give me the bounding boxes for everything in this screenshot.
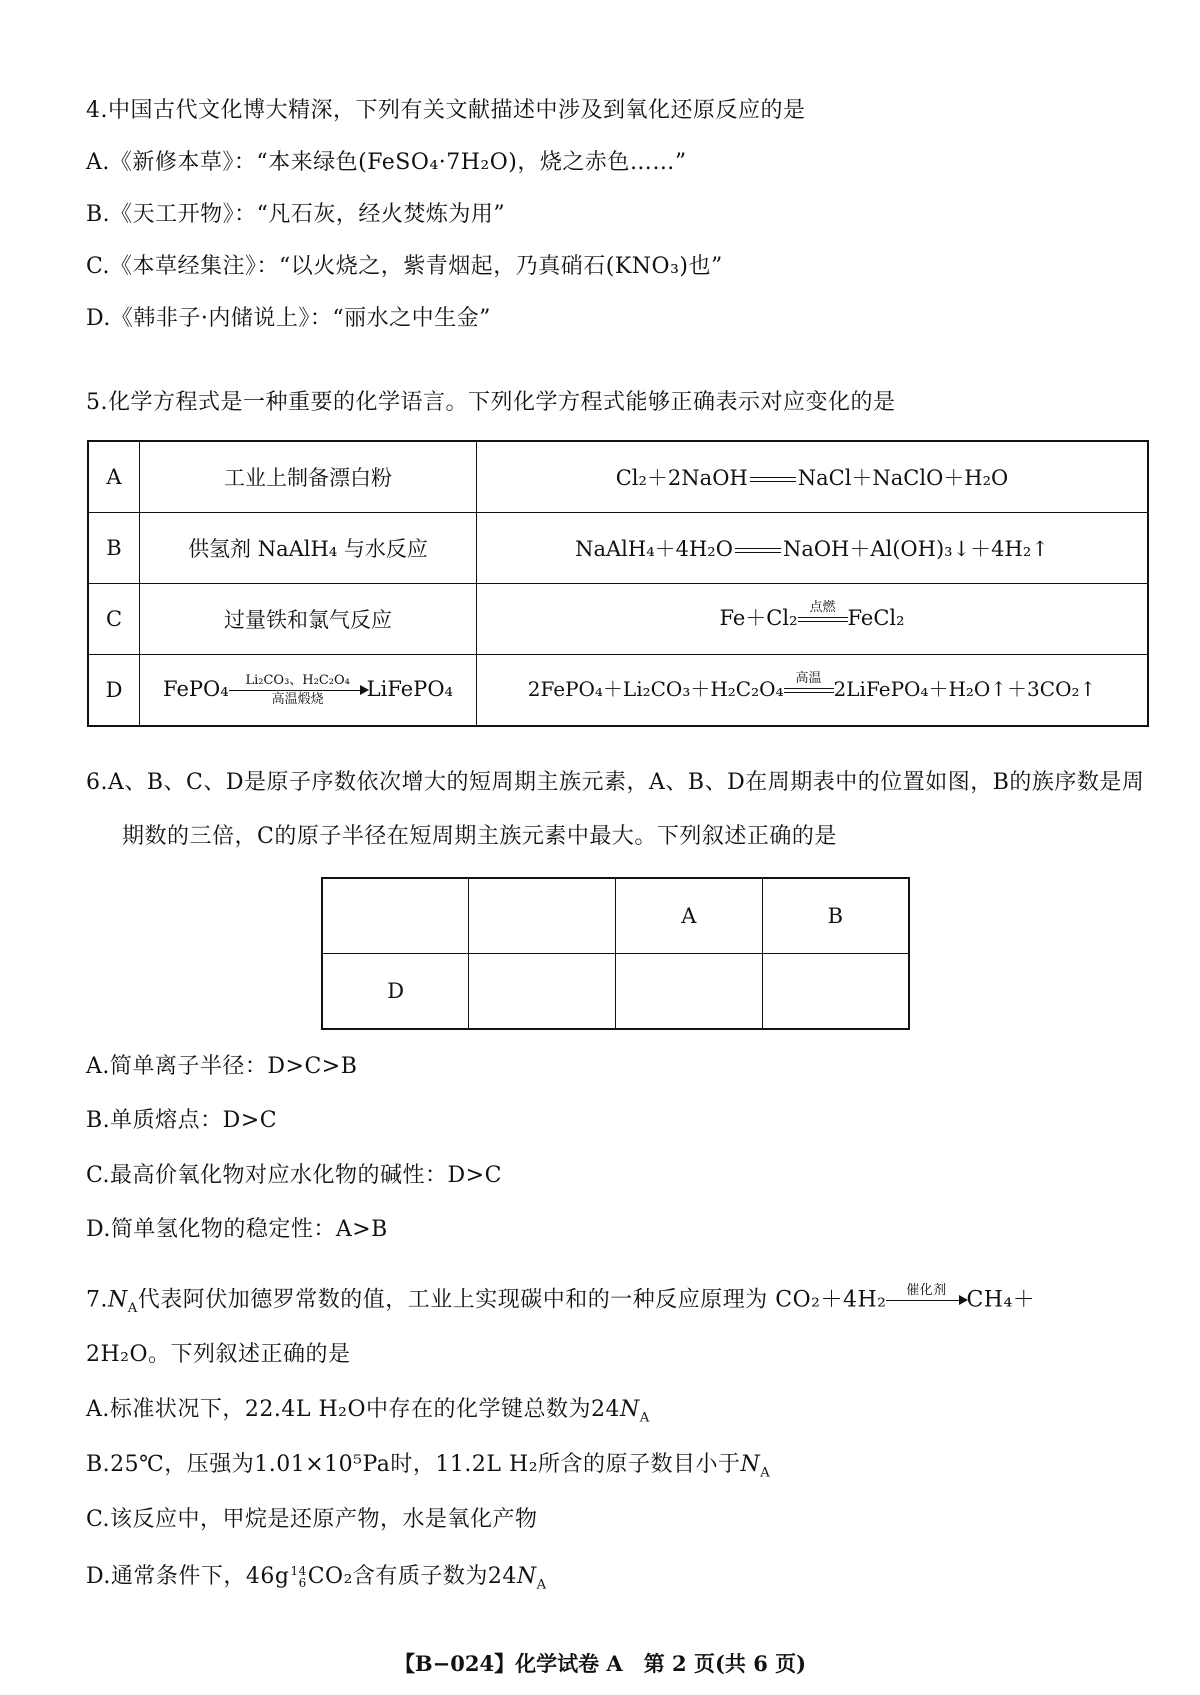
equals-sign <box>750 477 796 482</box>
row-description <box>140 655 477 727</box>
grid-cell: A <box>616 878 763 954</box>
equation-lhs: Cl₂＋2NaOH <box>615 466 748 490</box>
q4-option-a: A.《新修本草》：“本来绿色(FeSO₄·7H₂O)，烧之赤色……” <box>86 150 687 175</box>
q7-option-b <box>86 1450 770 1488</box>
reaction-condition <box>798 601 848 638</box>
equals-sign <box>784 688 834 693</box>
grid-cell <box>322 878 469 954</box>
grid-cell <box>762 954 909 1030</box>
grid-cell: B <box>762 878 909 954</box>
arrow-icon <box>886 1300 966 1301</box>
q7-stem-middle: 代表阿伏加德罗常数的值，工业上实现碳中和的一种反应原理为 CO₂＋4H₂ <box>137 1287 887 1313</box>
process-condition: 高温煅烧 <box>271 691 324 707</box>
q7-option-c: C.该反应中，甲烷是还原产物，水是氧化产物 <box>86 1507 538 1532</box>
avogadro-subscript: A <box>760 1465 771 1481</box>
q6-option-d: D.简单氢化物的稳定性：A>B <box>86 1217 388 1242</box>
condition-label: 点燃 <box>809 599 836 615</box>
avogadro-symbol: N <box>516 1564 537 1589</box>
equation-rhs: NaOH＋Al(OH)₃↓＋4H₂↑ <box>782 537 1049 561</box>
equation-rhs: FeCl₂ <box>847 605 905 630</box>
equation-lhs: 2FePO₄＋Li₂CO₃＋H₂C₂O₄ <box>527 676 784 701</box>
table-row <box>322 954 909 1030</box>
option-text: D.通常条件下，46g <box>86 1564 290 1589</box>
avogadro-symbol: N <box>620 1397 640 1422</box>
avogadro-symbol: N <box>108 1287 128 1313</box>
option-text: B.25℃，压强为1.01×10⁵Pa时，11.2L H₂所含的原子数目小于 <box>86 1452 741 1477</box>
table-row <box>88 513 1148 584</box>
process-arrow <box>229 674 367 707</box>
condition-label: 高温 <box>795 670 822 686</box>
equation-rhs: NaCl＋NaClO＋H₂O <box>797 466 1009 490</box>
table-row <box>88 655 1148 727</box>
row-description: 工业上制备漂白粉 <box>140 441 477 513</box>
row-label: C <box>88 584 140 655</box>
q7-stem-line2: 2H₂O。下列叙述正确的是 <box>86 1342 351 1367</box>
q4-stem: 4.中国古代文化博大精深，下列有关文献描述中涉及到氧化还原反应的是 <box>86 98 806 123</box>
grid-cell <box>616 954 763 1030</box>
equals-sign <box>798 617 848 622</box>
q6-option-a: A.简单离子半径：D>C>B <box>86 1054 358 1079</box>
table-row <box>88 441 1148 513</box>
grid-cell <box>469 878 616 954</box>
grid-cell <box>469 954 616 1030</box>
row-label: D <box>88 655 140 727</box>
row-equation <box>477 584 1149 655</box>
table-row <box>322 878 909 954</box>
avogadro-subscript: A <box>127 1300 138 1316</box>
q5-equation-table <box>87 440 1149 727</box>
q4-option-b: B.《天工开物》：“凡石灰，经火焚炼为用” <box>86 202 506 227</box>
row-equation <box>477 655 1149 727</box>
row-description: 供氢剂 NaAlH₄ 与水反应 <box>140 513 477 584</box>
q6-stem-line1: 6.A、B、C、D是原子序数依次增大的短周期主族元素，A、B、D在周期表中的位置如图，B的族序数是周 <box>86 770 1145 795</box>
process-product: LiFePO₄ <box>366 676 453 701</box>
row-equation <box>477 513 1149 584</box>
q7-stem-line1 <box>86 1284 1035 1324</box>
equation-rhs: 2LiFePO₄＋H₂O↑＋3CO₂↑ <box>833 676 1097 701</box>
avogadro-subscript: A <box>536 1577 547 1593</box>
catalyst-label: 催化剂 <box>906 1283 947 1298</box>
table-row <box>88 584 1148 655</box>
avogadro-subscript: A <box>639 1410 650 1426</box>
row-label: B <box>88 513 140 584</box>
reaction-condition <box>784 672 834 709</box>
grid-cell: D <box>322 954 469 1030</box>
arrow-icon <box>229 690 367 691</box>
q6-option-b: B.单质熔点：D>C <box>86 1108 278 1133</box>
catalyst-arrow <box>886 1284 966 1317</box>
q4-option-c: C.《本草经集注》：“以火烧之，紫青烟起，乃真硝石(KNO₃)也” <box>86 254 723 279</box>
mass-number: 14 <box>290 1564 307 1578</box>
q5-stem: 5.化学方程式是一种重要的化学语言。下列化学方程式能够正确表示对应变化的是 <box>86 390 896 415</box>
row-description: 过量铁和氯气反应 <box>140 584 477 655</box>
q7-option-a <box>86 1395 650 1433</box>
page-footer: 【B−024】化学试卷 A 第 2 页(共 6 页) <box>393 1651 807 1676</box>
q4-option-d: D.《韩非子·内储说上》：“丽水之中生金” <box>86 306 491 331</box>
q7-stem-end: CH₄＋ <box>966 1287 1036 1313</box>
row-equation <box>477 441 1149 513</box>
row-label: A <box>88 441 140 513</box>
q7-number: 7. <box>86 1287 108 1313</box>
equals-sign <box>735 548 781 553</box>
option-text: A.标准状况下，22.4L H₂O中存在的化学键总数为24 <box>86 1397 621 1422</box>
avogadro-symbol: N <box>740 1452 761 1477</box>
option-text: CO₂含有质子数为24 <box>307 1564 517 1589</box>
q7-option-d <box>86 1562 547 1600</box>
isotope-notation <box>290 1565 306 1589</box>
equation-lhs: Fe＋Cl₂ <box>719 605 798 630</box>
equation-lhs: NaAlH₄＋4H₂O <box>575 537 733 561</box>
process-reagents: Li₂CO₃、H₂C₂O₄ <box>245 672 350 688</box>
q6-stem-line2: 期数的三倍，C的原子半径在短周期主族元素中最大。下列叙述正确的是 <box>122 824 837 849</box>
atomic-number: 6 <box>298 1576 307 1590</box>
periodic-table-grid <box>321 877 910 1030</box>
process-reactant: FePO₄ <box>163 676 229 701</box>
q6-option-c: C.最高价氧化物对应水化物的碱性：D>C <box>86 1163 502 1188</box>
